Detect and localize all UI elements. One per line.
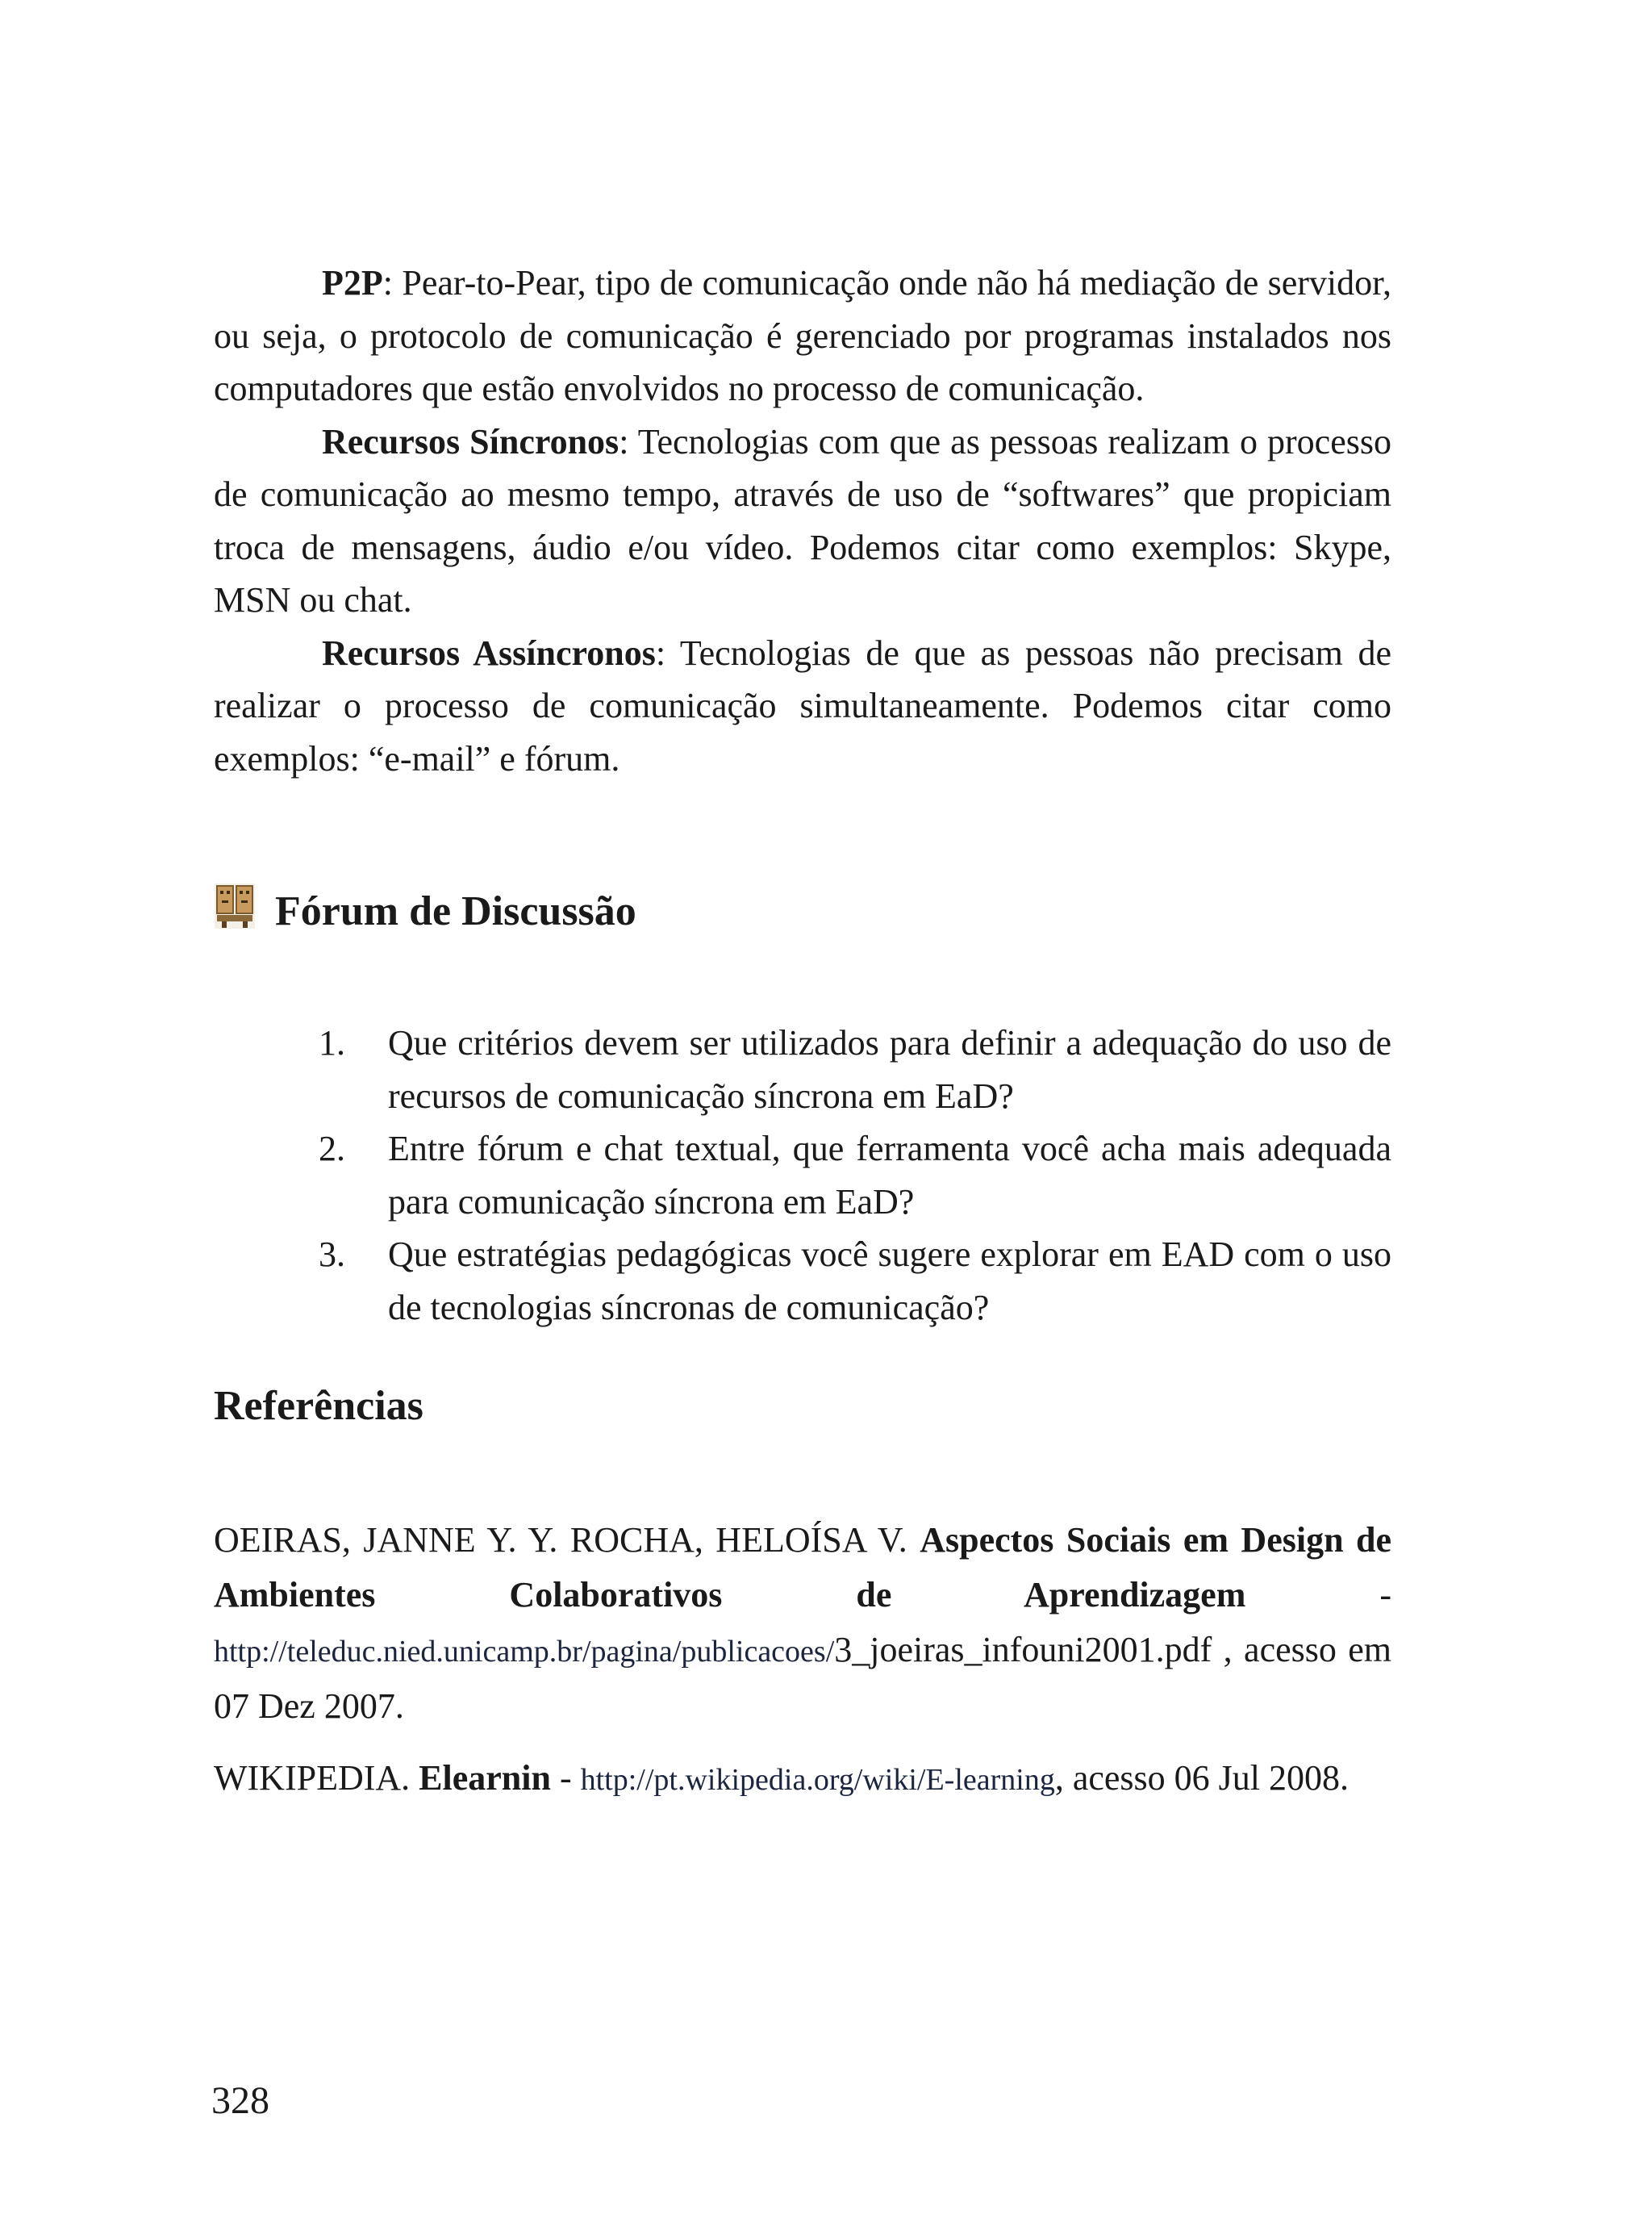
reference-item — [214, 1752, 1391, 1807]
reference-authors: OEIRAS, JANNE Y. Y. ROCHA, HELOÍSA V. — [214, 1520, 920, 1560]
question-text: Entre fórum e chat textual, que ferramenta você acha mais adequada para comunicação síncrona em EaD? — [388, 1129, 1391, 1222]
forum-title: Fórum de Discussão — [275, 888, 636, 934]
reference-access-date: , acesso 06 Jul 2008. — [1054, 1758, 1350, 1798]
references-list — [214, 1513, 1391, 1807]
reference-title: Aspectos Sociais em Design de Ambientes Colaborativos de Aprendizagem — [214, 1520, 1391, 1615]
reference-separator: - — [1245, 1575, 1391, 1615]
glossary-definition: : Tecnologias de que as pessoas não precisam de realizar o processo de comunicação simultaneamente. Podemos citar como exemplos: “e-mail” e fórum. — [214, 633, 1391, 779]
glossary-term: P2P — [322, 263, 383, 303]
reference-link-tail[interactable]: 3_joeiras_infouni2001.pdf — [834, 1630, 1212, 1669]
reference-item — [214, 1513, 1391, 1734]
reference-link[interactable]: http://pt.wikipedia.org/wiki/E-learning — [580, 1763, 1055, 1797]
glossary-term: Recursos Síncronos — [322, 421, 620, 462]
references-heading: Referências — [214, 1383, 423, 1429]
question-text: Que estratégias pedagógicas você sugere explorar em EAD com o uso de tecnologias síncronas de comunicação? — [388, 1234, 1391, 1327]
reference-authors: WIKIPEDIA. — [214, 1758, 419, 1798]
question-number: 1. — [319, 1023, 345, 1063]
list-item — [214, 1122, 1391, 1228]
glossary-definition: : Pear-to-Pear, tipo de comunicação onde não há mediação de servidor, ou seja, o protocolo de comunicação é gerenciado por programas instalados nos computadores que estão envolvidos no processo de comunicação. — [214, 263, 1391, 408]
question-number: 2. — [319, 1129, 345, 1168]
glossary-section — [214, 257, 1391, 785]
forum-icon — [214, 883, 256, 929]
question-number: 3. — [319, 1234, 345, 1274]
reference-access-date: , acesso em 07 Dez 2007. — [214, 1630, 1391, 1726]
glossary-entry-recursos-sincronos — [214, 416, 1391, 627]
glossary-definition: : Tecnologias com que as pessoas realizam o processo de comunicação ao mesmo tempo, através de uso de “softwares” que propiciam troca de mensagens, áudio e/ou vídeo. Podemos citar como exemplos: Skype, MSN ou chat. — [214, 421, 1391, 620]
list-item — [214, 1228, 1391, 1334]
reference-separator: - — [550, 1758, 581, 1798]
glossary-entry-recursos-assincronos — [214, 627, 1391, 786]
glossary-entry-p2p — [214, 257, 1391, 416]
forum-question-list — [214, 1017, 1391, 1334]
reference-title: Elearnin — [419, 1758, 551, 1798]
list-item — [214, 1017, 1391, 1122]
page-number: 328 — [211, 2079, 269, 2122]
glossary-term: Recursos Assíncronos — [322, 633, 656, 673]
question-text: Que critérios devem ser utilizados para definir a adequação do uso de recursos de comunicação síncrona em EaD? — [388, 1023, 1391, 1116]
forum-heading — [214, 888, 636, 934]
reference-link[interactable]: http://teleduc.nied.unicamp.br/pagina/publicacoes/ — [214, 1635, 835, 1669]
